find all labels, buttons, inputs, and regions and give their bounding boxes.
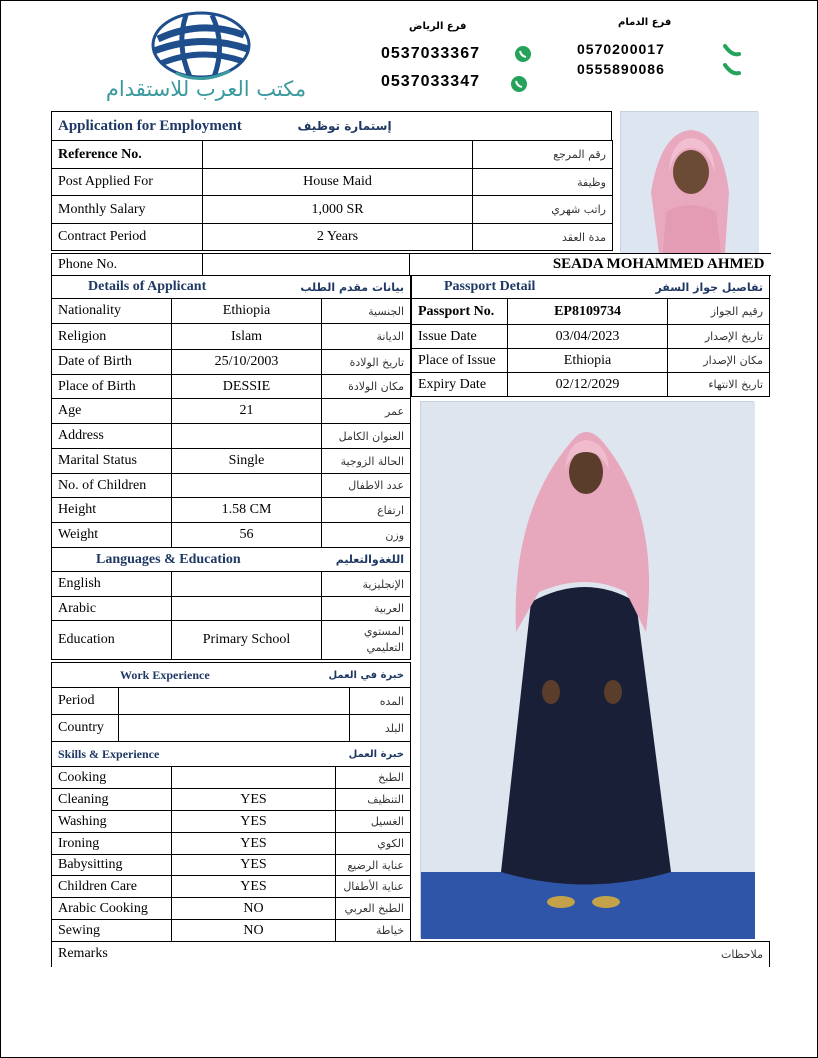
language-label-ar: العربية [322, 597, 411, 621]
passport-label: Issue Date [412, 325, 508, 349]
job-info-table [51, 140, 613, 251]
skill-value [172, 767, 336, 789]
detail-label-ar: الديانة [322, 324, 411, 350]
detail-label: Weight [52, 523, 172, 548]
whatsapp-icon [514, 45, 532, 63]
skills-header-en: Skills & Experience [52, 742, 336, 767]
work-header-ar: خبرة في العمل [350, 663, 411, 688]
passport-value: EP8109734 [508, 299, 668, 325]
work-label-ar: البلد [350, 715, 411, 742]
post-label: Post Applied For [52, 169, 203, 196]
detail-value: 1.58 CM [172, 498, 322, 523]
skill-value: YES [172, 855, 336, 876]
education-label: Education [52, 621, 172, 660]
detail-label: Marital Status [52, 449, 172, 474]
skill-value: YES [172, 876, 336, 898]
detail-label-ar: الحالة الزوجية [322, 449, 411, 474]
details-header-en: Details of Applicant [52, 276, 322, 299]
riyadh-phone-2: 0537033347 [381, 73, 480, 90]
skill-label-ar: عناية الرضيع [336, 855, 411, 876]
language-label: English [52, 572, 172, 597]
work-label: Period [52, 688, 119, 715]
skill-label-ar: خياطة [336, 920, 411, 942]
skill-label: Sewing [52, 920, 172, 942]
skill-label-ar: الطبخ العربي [336, 898, 411, 920]
phone-label: Phone No. [52, 254, 203, 276]
details-table [51, 275, 411, 660]
skill-value: YES [172, 789, 336, 811]
language-value [172, 597, 322, 621]
skill-value: YES [172, 833, 336, 855]
detail-label-ar: تاريخ الولادة [322, 350, 411, 375]
phone-name-row [51, 253, 771, 276]
skill-label-ar: التنظيف [336, 789, 411, 811]
detail-label-ar: عمر [322, 399, 411, 424]
passport-header-ar: تفاصيل جواز السفر [668, 276, 770, 299]
work-label: Country [52, 715, 119, 742]
work-header-en: Work Experience [52, 663, 350, 688]
detail-label: No. of Children [52, 474, 172, 498]
languages-header-en: Languages & Education [52, 548, 322, 572]
riyadh-branch-label: فرع الرياض [409, 21, 467, 32]
skill-label-ar: الغسيل [336, 811, 411, 833]
passport-label: Place of Issue [412, 349, 508, 373]
skill-label: Cooking [52, 767, 172, 789]
detail-label-ar: ارتفاع [322, 498, 411, 523]
full-body-photo-icon [421, 402, 755, 939]
education-value: Primary School [172, 621, 322, 660]
dammam-phone-2: 0555890086 [577, 61, 665, 77]
detail-value: Islam [172, 324, 322, 350]
salary-label-ar: راتب شهري [473, 196, 613, 224]
skill-value: NO [172, 920, 336, 942]
details-header-ar: بيانات مقدم الطلب [322, 276, 411, 299]
skill-label-ar: الطبخ [336, 767, 411, 789]
detail-value: 25/10/2003 [172, 350, 322, 375]
reference-label: Reference No. [52, 141, 203, 169]
detail-value: DESSIE [172, 375, 322, 399]
passport-label-ar: مكان الإصدار [668, 349, 770, 373]
contract-value: 2 Years [203, 224, 473, 251]
detail-label: Religion [52, 324, 172, 350]
passport-label: Expiry Date [412, 373, 508, 397]
work-table [51, 662, 411, 742]
skill-label: Babysitting [52, 855, 172, 876]
detail-value [172, 424, 322, 449]
detail-label-ar: العنوان الكامل [322, 424, 411, 449]
detail-label: Address [52, 424, 172, 449]
applicant-name: SEADA MOHAMMED AHMED [410, 254, 771, 276]
detail-value: Ethiopia [172, 299, 322, 324]
detail-label-ar: الجنسية [322, 299, 411, 324]
skill-label: Washing [52, 811, 172, 833]
work-value [119, 688, 350, 715]
company-logo [71, 9, 341, 104]
contract-label: Contract Period [52, 224, 203, 251]
passport-label-ar: تاريخ الانتهاء [668, 373, 770, 397]
passport-value: Ethiopia [508, 349, 668, 373]
passport-value: 02/12/2029 [508, 373, 668, 397]
skills-table [51, 741, 411, 942]
post-label-ar: وظيفة [473, 169, 613, 196]
phone-icon [723, 61, 741, 79]
detail-label: Nationality [52, 299, 172, 324]
remarks-label-ar: ملاحظات [411, 942, 770, 967]
remarks-row [51, 941, 770, 967]
riyadh-phone-1: 0537033367 [381, 45, 480, 62]
detail-label: Date of Birth [52, 350, 172, 375]
portrait-photo-icon [621, 112, 759, 253]
passport-value: 03/04/2023 [508, 325, 668, 349]
detail-label: Age [52, 399, 172, 424]
detail-label: Height [52, 498, 172, 523]
passport-label: Passport No. [412, 299, 508, 325]
detail-label-ar: مكان الولادة [322, 375, 411, 399]
skill-label-ar: الكوي [336, 833, 411, 855]
dammam-branch-label: فرع الدمام [618, 17, 672, 28]
work-label-ar: المده [350, 688, 411, 715]
remarks-label: Remarks [52, 942, 411, 967]
passport-label-ar: رقيم الجواز [668, 299, 770, 325]
dammam-phone-1: 0570200017 [577, 41, 665, 57]
phone-value [203, 254, 410, 276]
reference-value [203, 141, 473, 169]
detail-value: 56 [172, 523, 322, 548]
applicant-portrait [620, 111, 758, 252]
skill-label: Ironing [52, 833, 172, 855]
skill-label: Arabic Cooking [52, 898, 172, 920]
phone-icon [723, 42, 741, 60]
salary-value: 1,000 SR [203, 196, 473, 224]
post-value: House Maid [203, 169, 473, 196]
languages-header-ar: اللغةوالتعليم [322, 548, 411, 572]
passport-label-ar: تاريخ الإصدار [668, 325, 770, 349]
language-value [172, 572, 322, 597]
detail-label-ar: وزن [322, 523, 411, 548]
globe-logo-icon [146, 9, 256, 81]
form-title-en: Application for Employment [52, 112, 292, 141]
language-label-ar: الإنجليزية [322, 572, 411, 597]
skill-label-ar: عناية الأطفال [336, 876, 411, 898]
reference-label-ar: رقم المرجع [473, 141, 613, 169]
detail-value: 21 [172, 399, 322, 424]
skill-value: NO [172, 898, 336, 920]
logo-text: مكتب العرب للاستقدام [105, 77, 307, 101]
skills-header-ar: خبرة العمل [336, 742, 411, 767]
education-label-ar: المستوي التعليمي [322, 621, 411, 660]
salary-label: Monthly Salary [52, 196, 203, 224]
applicant-full-photo [420, 401, 754, 938]
passport-header-en: Passport Detail [412, 276, 668, 299]
language-label: Arabic [52, 597, 172, 621]
skill-label: Children Care [52, 876, 172, 898]
detail-label: Place of Birth [52, 375, 172, 399]
detail-value [172, 474, 322, 498]
title-table [51, 111, 612, 141]
skill-label: Cleaning [52, 789, 172, 811]
form-title-ar: إستمارة توظيف [292, 112, 612, 141]
detail-value: Single [172, 449, 322, 474]
contract-label-ar: مدة العقد [473, 224, 613, 251]
skill-value: YES [172, 811, 336, 833]
passport-table [411, 275, 770, 397]
work-value [119, 715, 350, 742]
whatsapp-icon [510, 75, 528, 93]
detail-label-ar: عدد الاطفال [322, 474, 411, 498]
